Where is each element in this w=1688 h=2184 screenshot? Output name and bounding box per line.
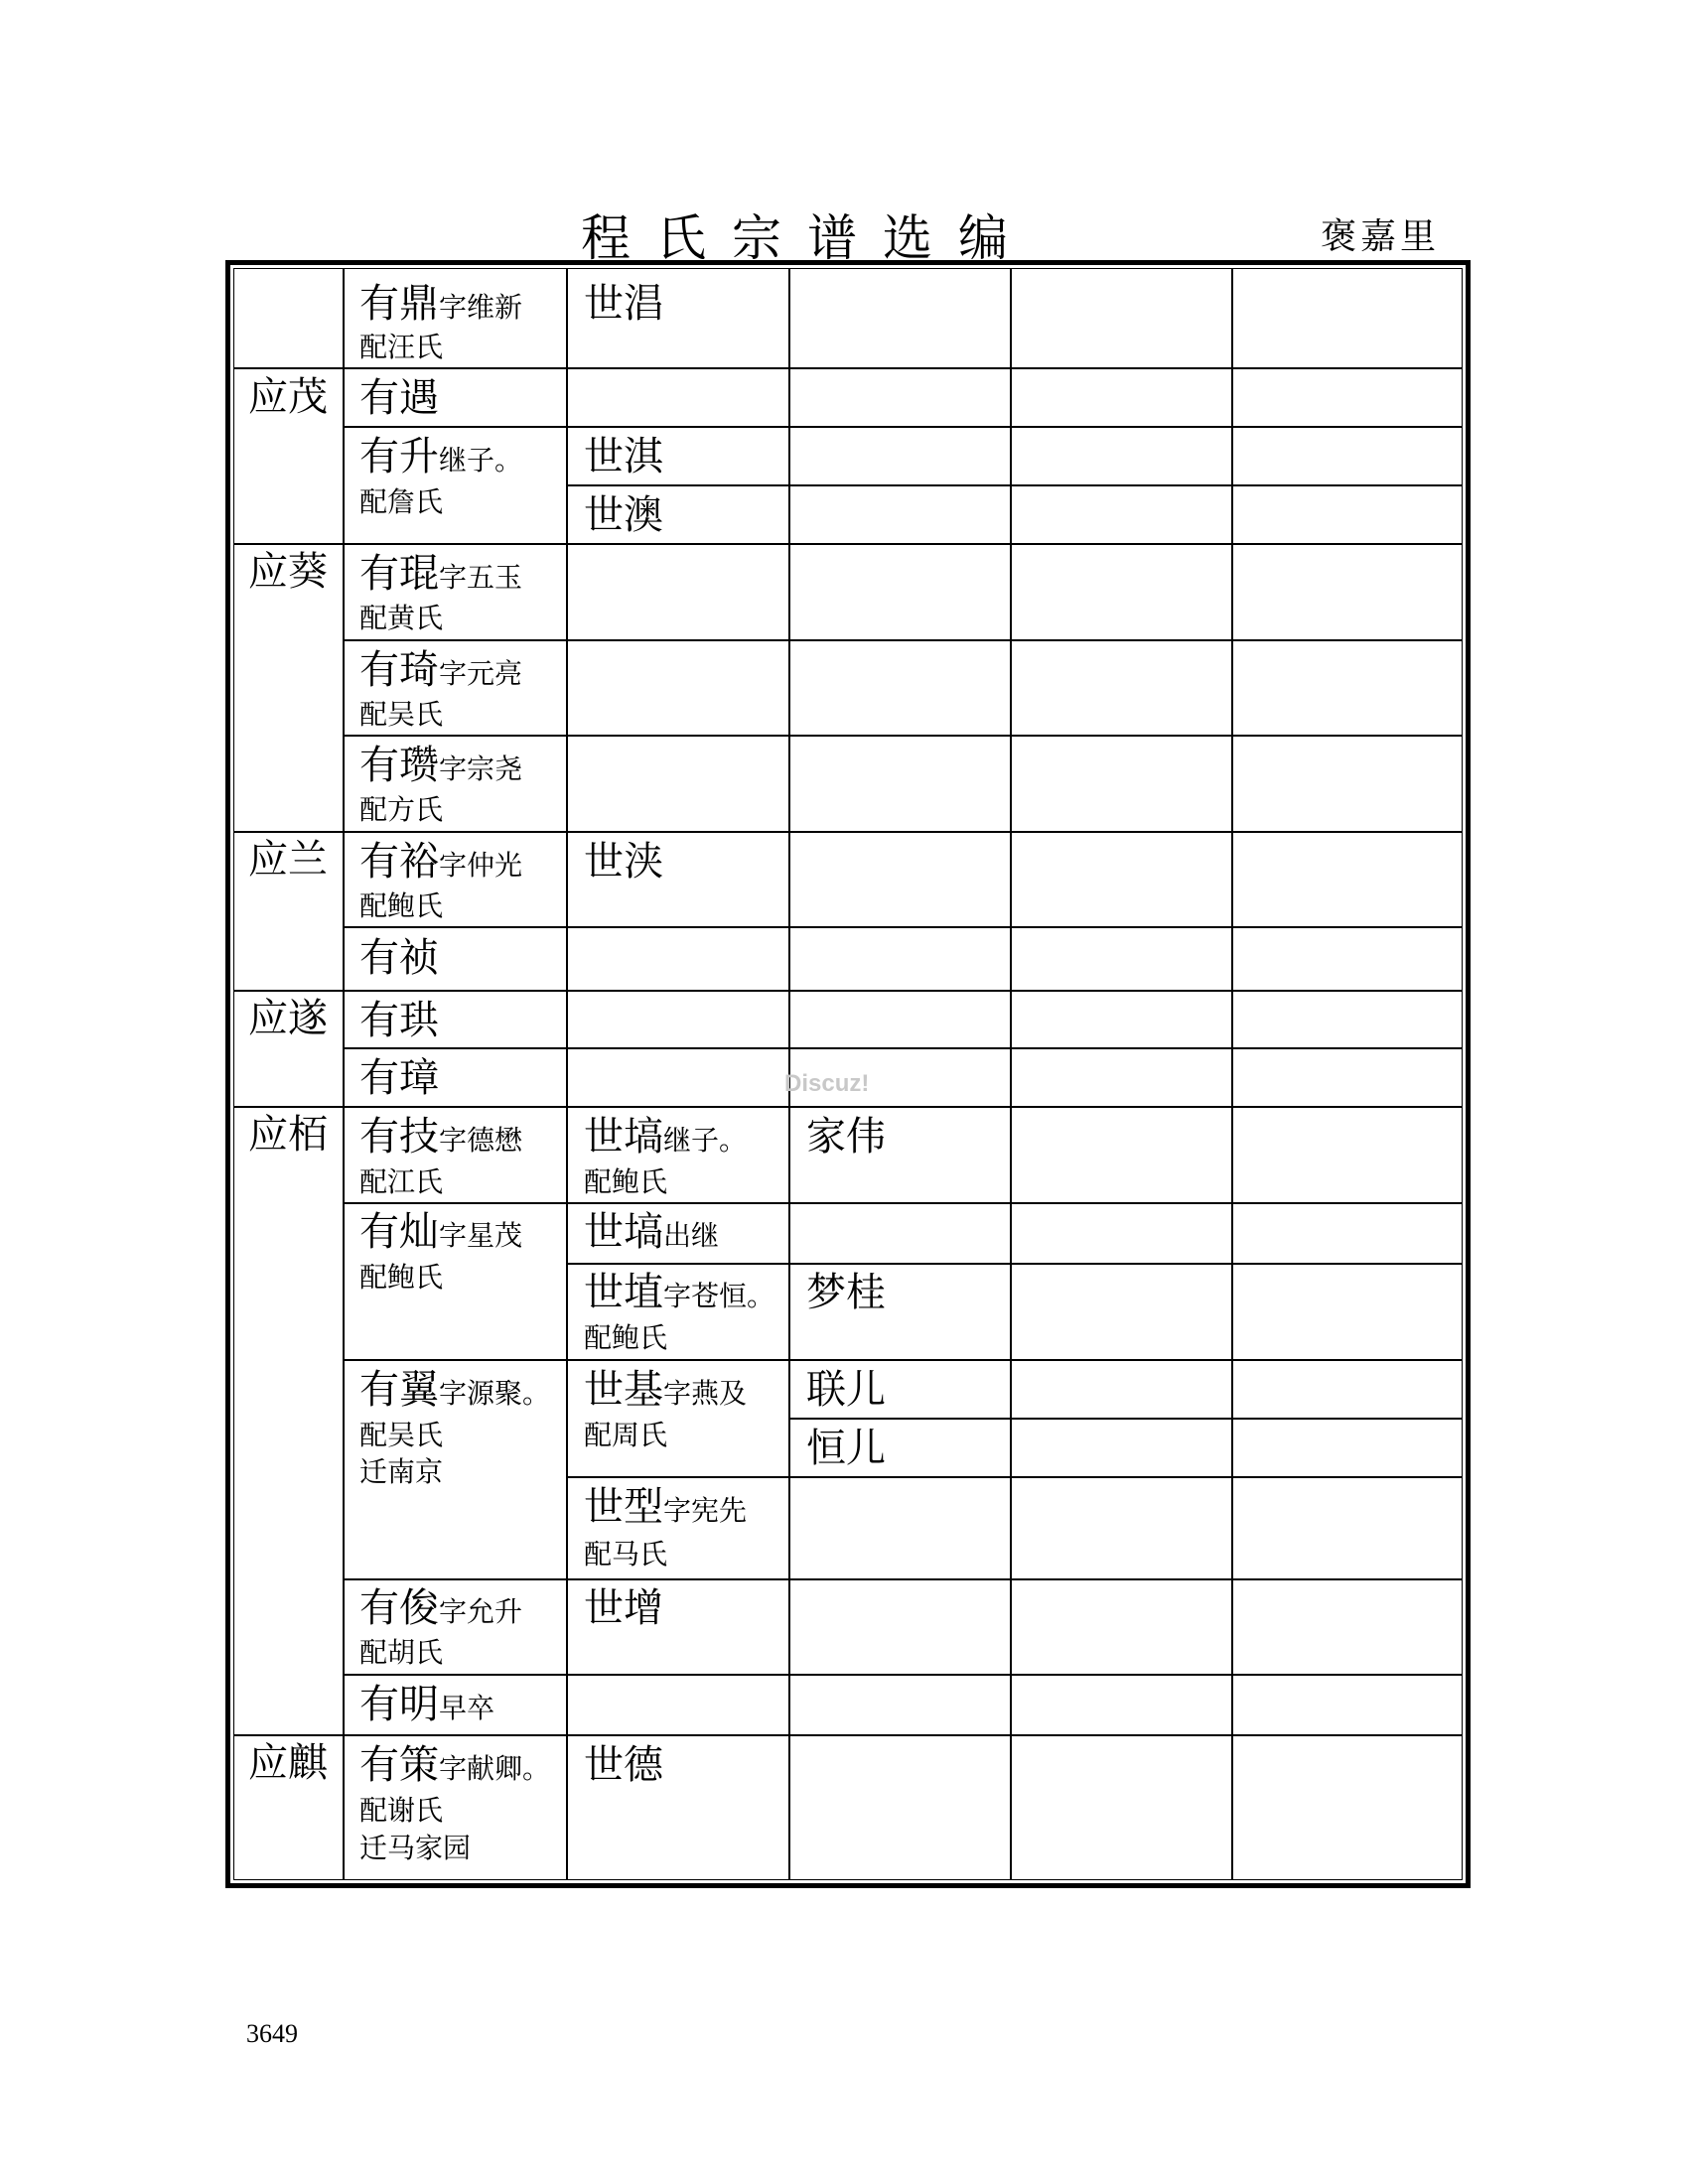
person-name: 有遇 — [359, 375, 439, 421]
person-name: 世德 — [584, 1742, 663, 1788]
row-divider — [343, 1674, 1463, 1676]
person-name: 有灿字星茂 — [359, 1209, 523, 1255]
spouse-note: 配詹氏 — [359, 485, 444, 518]
spouse-note: 配周氏 — [584, 1419, 668, 1451]
place-name: 褒嘉里 — [1321, 216, 1441, 257]
row-divider — [233, 367, 1463, 369]
person-name: 有翼字源聚。 — [359, 1367, 551, 1413]
page-number: 3649 — [246, 2019, 298, 2048]
person-name: 有琦字元亮 — [359, 647, 523, 693]
person-name: 有技字德懋 — [359, 1114, 523, 1160]
person-name: 世澳 — [584, 492, 663, 538]
spouse-note: 配鲍氏 — [584, 1165, 668, 1198]
column-divider — [1231, 268, 1233, 1880]
watermark: Discuz! — [784, 1070, 870, 1097]
person-name: 联儿 — [806, 1367, 886, 1413]
spouse-note: 配鲍氏 — [359, 1261, 444, 1294]
column-divider — [566, 268, 568, 1880]
person-name: 世浃 — [584, 839, 663, 885]
page-title: 程氏宗谱选编 — [581, 209, 1034, 267]
person-name: 有祯 — [359, 935, 439, 981]
parent-name: 应兰 — [248, 837, 328, 883]
person-name: 家伟 — [806, 1114, 886, 1160]
row-divider — [343, 1578, 1463, 1580]
spouse-note: 配胡氏 — [359, 1636, 444, 1669]
person-name: 恒儿 — [806, 1426, 886, 1471]
parent-name: 应葵 — [248, 549, 328, 595]
person-name: 有明早卒 — [359, 1682, 495, 1727]
spouse-note: 配吴氏 — [359, 1419, 444, 1451]
person-name: 有升继子。 — [359, 434, 523, 479]
person-name: 世增 — [584, 1585, 663, 1631]
row-divider — [233, 831, 1463, 833]
person-name: 世塙出继 — [584, 1209, 720, 1255]
row-divider — [233, 543, 1463, 545]
person-name: 有俊字允升 — [359, 1585, 523, 1631]
row-divider — [566, 484, 1463, 486]
row-divider — [343, 735, 1463, 737]
row-divider — [566, 1263, 1463, 1265]
row-divider — [233, 990, 1463, 992]
spouse-note: 配马氏 — [584, 1538, 668, 1570]
person-name: 有璋 — [359, 1055, 439, 1101]
row-divider — [343, 926, 1463, 928]
person-name: 有瓒字宗尧 — [359, 743, 523, 788]
parent-name: 应栢 — [248, 1112, 328, 1158]
person-name: 世埴字苍恒。 — [584, 1270, 775, 1315]
spouse-note: 配江氏 — [359, 1165, 444, 1198]
person-name: 世型字宪先 — [584, 1484, 748, 1530]
person-name: 有策字献卿。 — [359, 1742, 551, 1788]
row-divider — [343, 639, 1463, 641]
person-name: 世淐 — [584, 281, 663, 327]
person-name: 世塙继子。 — [584, 1114, 748, 1160]
person-name: 世淇 — [584, 434, 663, 479]
spouse-note: 配鲍氏 — [584, 1321, 668, 1354]
row-divider — [566, 1476, 1463, 1478]
row-divider — [788, 1418, 1463, 1420]
person-name: 有琨字五玉 — [359, 551, 523, 597]
parent-name: 应遂 — [248, 996, 328, 1041]
row-divider — [343, 1047, 1463, 1049]
spouse-note: 配黄氏 — [359, 602, 444, 634]
column-divider — [343, 268, 345, 1880]
person-name: 梦桂 — [806, 1270, 886, 1315]
spouse-note: 配汪氏 — [359, 331, 444, 363]
person-name: 有鼎字维新 — [359, 281, 523, 327]
row-divider — [233, 1106, 1463, 1108]
column-divider — [1010, 268, 1012, 1880]
spouse-note: 配鲍氏 — [359, 889, 444, 922]
parent-name: 应麒 — [248, 1740, 328, 1786]
person-name: 有裕字仲光 — [359, 839, 523, 885]
parent-name: 应茂 — [248, 374, 328, 420]
row-divider — [343, 426, 1463, 428]
spouse-note: 配吴氏 — [359, 698, 444, 731]
migration-note: 迁马家园 — [359, 1832, 472, 1864]
person-name: 世基字燕及 — [584, 1367, 748, 1413]
spouse-note: 配谢氏 — [359, 1794, 444, 1827]
migration-note: 迁南京 — [359, 1455, 444, 1488]
row-divider — [233, 1734, 1463, 1736]
person-name: 有珙 — [359, 998, 439, 1043]
spouse-note: 配方氏 — [359, 793, 444, 826]
row-divider — [343, 1202, 1463, 1204]
row-divider — [343, 1359, 1463, 1361]
